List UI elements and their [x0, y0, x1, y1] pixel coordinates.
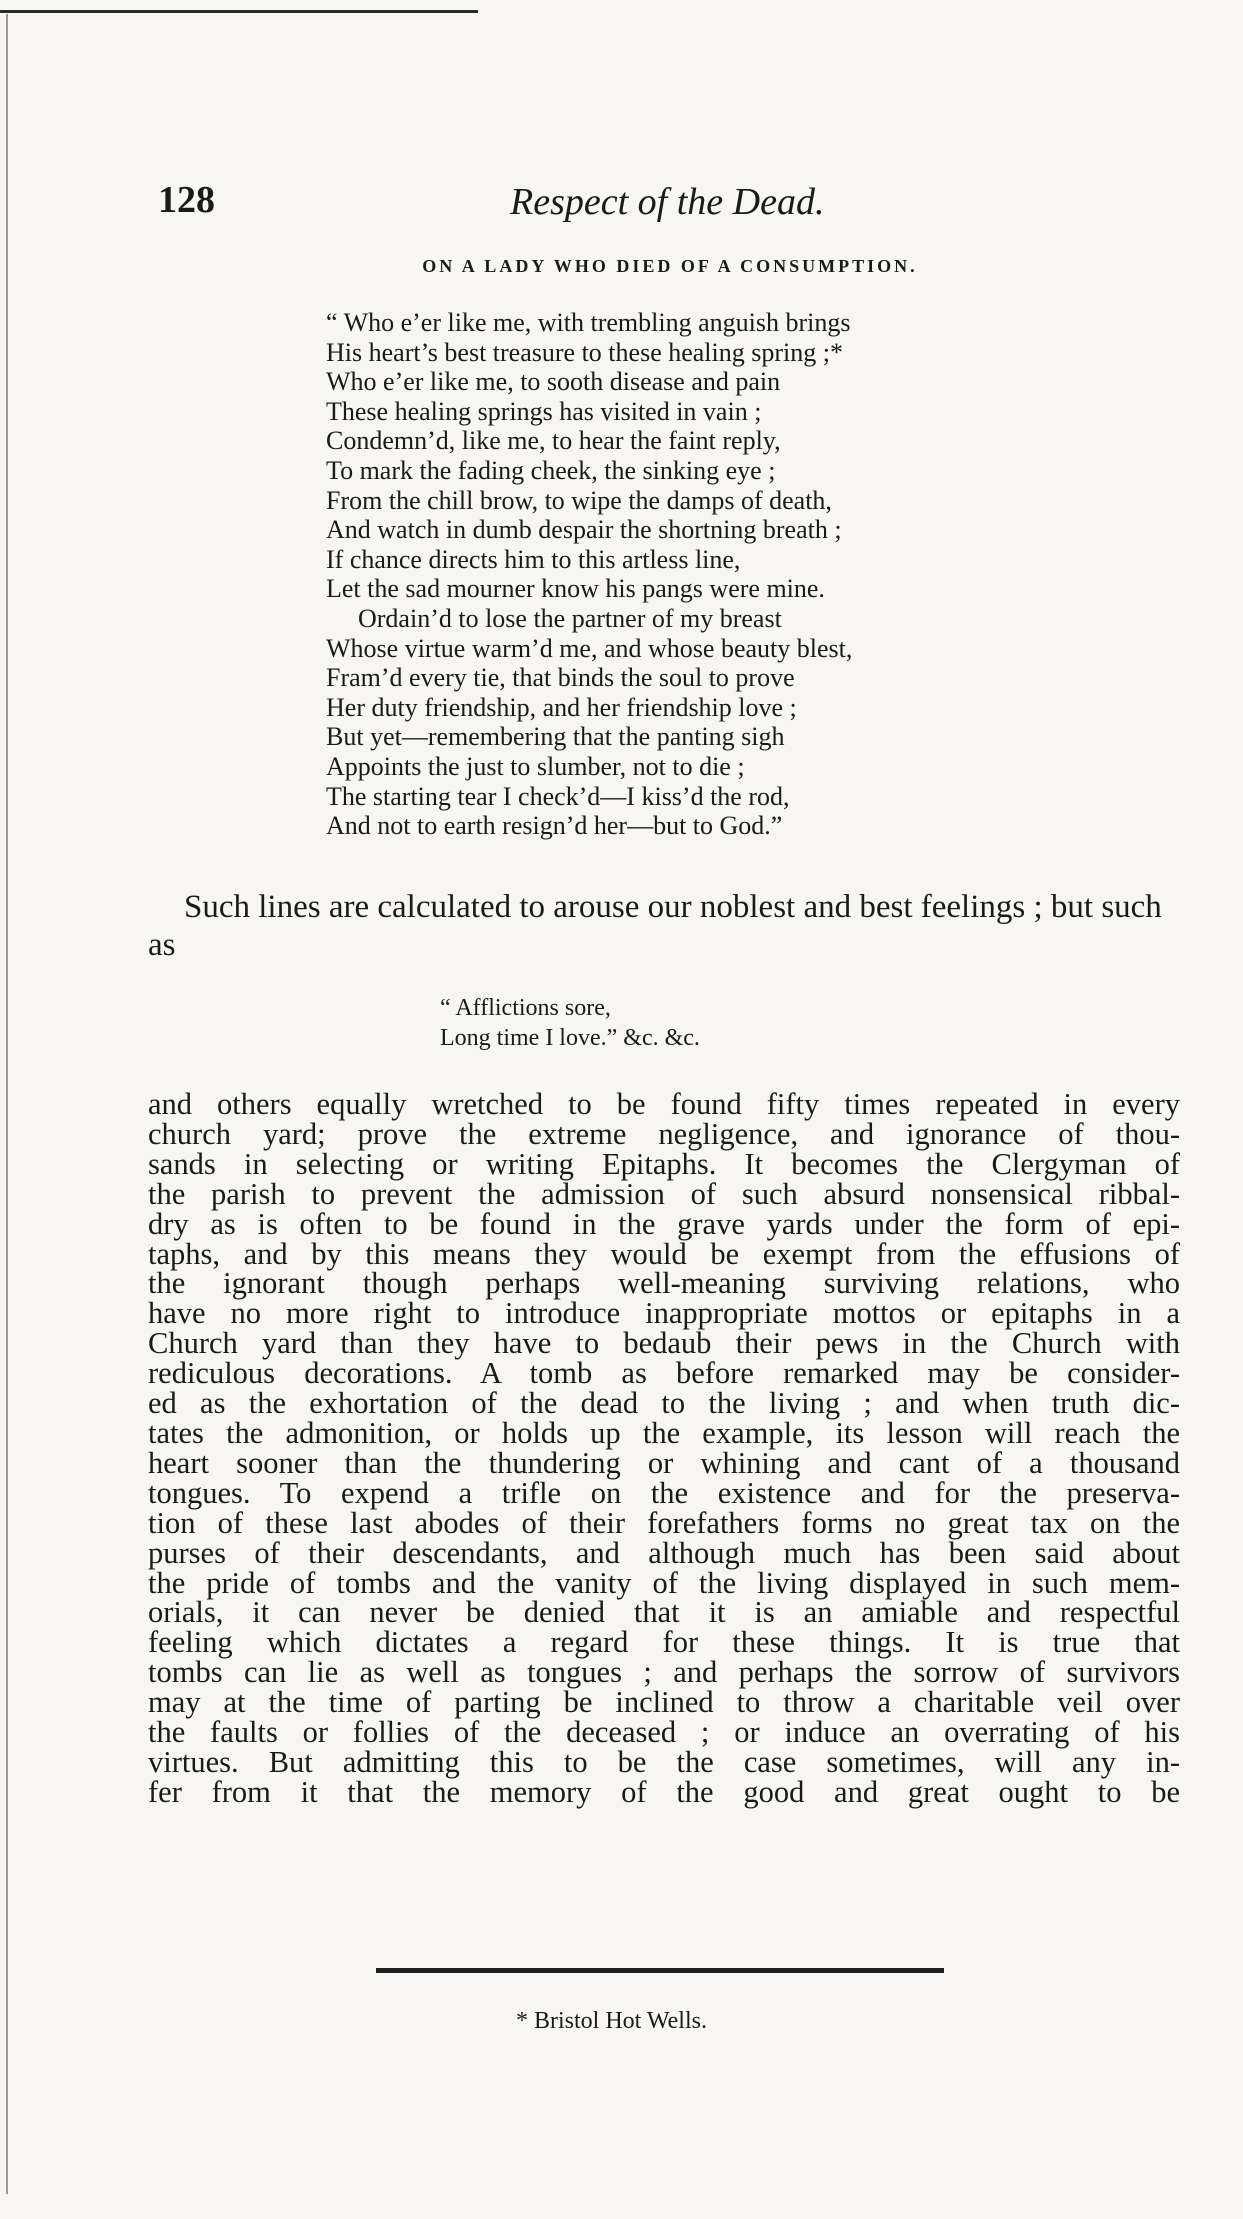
poem-line: The starting tear I check’d—I kiss’d the rod, — [326, 781, 790, 811]
text-line: the ignorant though perhaps well-meaning surviving relations, who — [148, 1266, 1180, 1301]
footnote: * Bristol Hot Wells. — [516, 2008, 707, 2034]
quote-line: “ Afflictions sore, — [440, 995, 611, 1021]
poem-line: Fram’d every tie, that binds the soul to prove — [326, 663, 795, 693]
text-line: church yard; prove the extreme negligence, and ignorance of thou- — [148, 1116, 1180, 1151]
running-head: Respect of the Dead. — [510, 181, 825, 223]
paragraph-main — [148, 1087, 1180, 1809]
poem-line: Who e’er like me, to sooth disease and pain — [326, 367, 781, 397]
text-line: taphs, and by this means they would be exempt from the effusions of — [148, 1236, 1180, 1271]
text-line: heart sooner than the thundering or whining and cant of a thousand — [148, 1445, 1180, 1480]
text-line: dry as is often to be found in the grave yards under the form of epi- — [148, 1206, 1180, 1241]
text-line: virtues. But admitting this to be the case sometimes, will any in- — [148, 1744, 1180, 1779]
poem-line: And not to earth resign’d her—but to God.” — [326, 811, 783, 841]
poem-title: ON A LADY WHO DIED OF A CONSUMPTION. — [422, 256, 918, 276]
page-header — [150, 178, 1190, 228]
text-line: and others equally wretched to be found fifty times repeated in every — [148, 1087, 1180, 1121]
text-line: feeling which dictates a regard for these things. It is true that — [148, 1625, 1180, 1660]
poem-line: From the chill brow, to wipe the damps of death, — [326, 485, 832, 515]
text-line: rediculous decorations. A tomb as before remarked may be consider- — [148, 1356, 1180, 1391]
text-line: tion of these last abodes of their forefathers forms no great tax on the — [148, 1505, 1180, 1540]
footnote-rule — [376, 1968, 944, 1973]
text-line: fer from it that the memory of the good and great ought to be — [148, 1774, 1180, 1809]
text-line: sands in selecting or writing Epitaphs. It becomes the Clergyman of — [148, 1146, 1180, 1181]
poem-line: Ordain’d to lose the partner of my breast — [358, 603, 782, 633]
poem-line: If chance directs him to this artless line, — [326, 544, 741, 574]
poem-line: But yet—remembering that the panting sigh — [326, 722, 785, 752]
poem-line: Condemn’d, like me, to hear the faint reply, — [326, 426, 781, 456]
poem-line: Whose virtue warm’d me, and whose beauty blest, — [326, 633, 853, 663]
text-line: the parish to prevent the admission of such absurd nonsensical ribbal- — [148, 1176, 1180, 1211]
poem-line: To mark the fading cheek, the sinking eye ; — [326, 455, 776, 485]
text-line: the faults or follies of the deceased ; or induce an overrating of his — [148, 1715, 1180, 1750]
page-edge — [6, 14, 8, 2194]
text-line: tates the admonition, or holds up the example, its lesson will reach the — [148, 1415, 1180, 1450]
quote-line: Long time I love.” &c. &c. — [440, 1025, 700, 1051]
text-line: tombs can lie as well as tongues ; and perhaps the sorrow of survivors — [148, 1655, 1180, 1690]
poem-line: Appoints the just to slumber, not to die ; — [326, 751, 745, 781]
poem — [326, 308, 1026, 841]
top-rule — [0, 10, 478, 13]
text-line: orials, it can never be denied that it is an amiable and respectful — [148, 1595, 1180, 1630]
text-line: the pride of tombs and the vanity of the living displayed in such mem- — [148, 1565, 1180, 1600]
text-line: may at the time of parting be inclined to throw a charitable veil over — [148, 1685, 1180, 1720]
block-quote — [440, 993, 940, 1053]
text-line: tongues. To expend a trifle on the existence and for the preserva- — [148, 1475, 1180, 1510]
page-number: 128 — [158, 179, 215, 221]
text-line: ed as the exhortation of the dead to the living ; and when truth dic- — [148, 1386, 1180, 1421]
poem-line: These healing springs has visited in vain ; — [326, 396, 762, 426]
poem-line: Her duty friendship, and her friendship love ; — [326, 692, 797, 722]
poem-line: And watch in dumb despair the shortning breath ; — [326, 515, 842, 545]
text-line: Church yard than they have to bedaub their pews in the Church with — [148, 1326, 1180, 1361]
poem-line: His heart’s best treasure to these healing spring ;* — [326, 337, 843, 367]
poem-line: “ Who e’er like me, with trembling anguish brings — [326, 308, 851, 337]
text-line: have no more right to introduce inappropriate mottos or epitaphs in a — [148, 1296, 1180, 1331]
paragraph-intro: Such lines are calculated to arouse our noblest and best feelings ; but such as — [148, 889, 1162, 963]
poem-line: Let the sad mourner know his pangs were mine. — [326, 574, 825, 604]
text-line: purses of their descendants, and although much has been said about — [148, 1535, 1180, 1570]
